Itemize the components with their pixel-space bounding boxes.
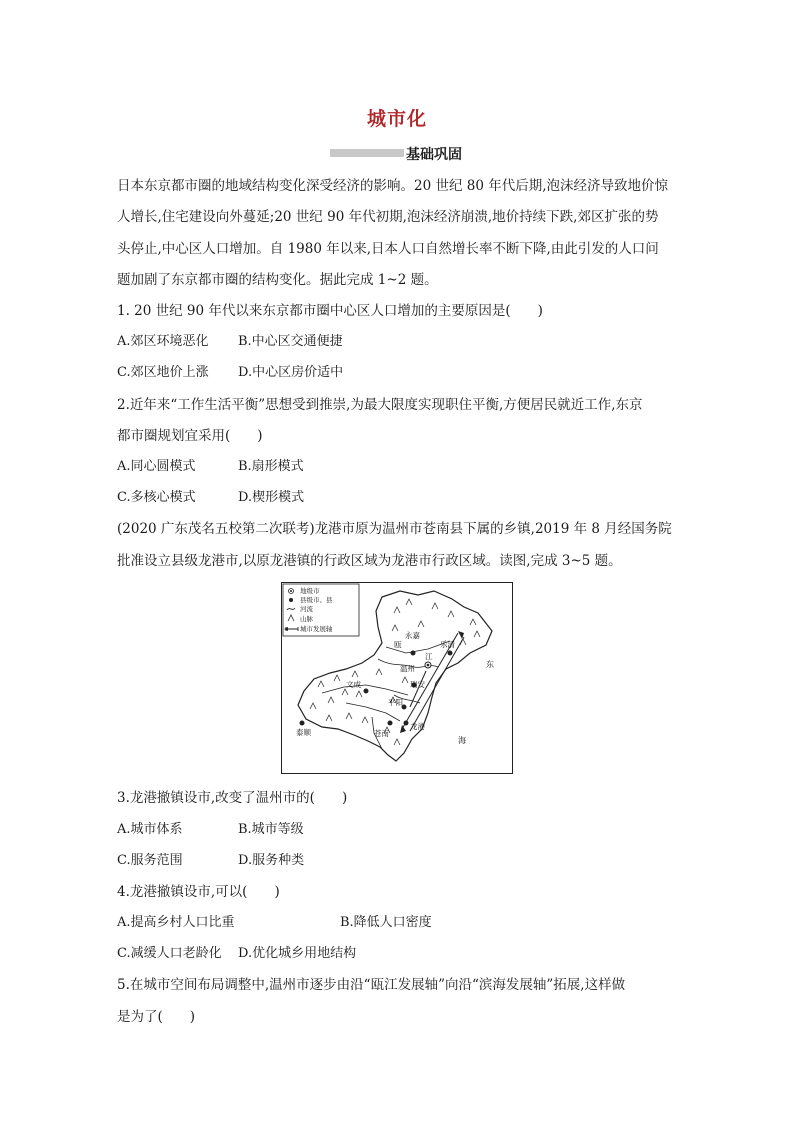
intro1-line-2: 人增长,住宅建设向外蔓延;20 世纪 90 年代初期,泡沫经济崩溃,地价持续下跌,郊区扩张的势 bbox=[117, 209, 659, 225]
q1-option-d: D.中心区房价适中 bbox=[238, 365, 344, 380]
q4-option-d: D.优化城乡用地结构 bbox=[238, 946, 357, 961]
q3-option-a: A.城市体系 bbox=[117, 822, 183, 837]
legend-label-river: 河流 bbox=[300, 605, 313, 613]
q5-stem-line-1: 5.在城市空间布局调整中,温州市逐步由沿“瓯江发展轴”向沿“滨海发展轴”拓展,这样做 bbox=[117, 977, 626, 993]
label-taishun: 泰顺 bbox=[296, 728, 311, 737]
q2-option-d: D.楔形模式 bbox=[238, 490, 305, 505]
wenzhou-map bbox=[281, 582, 513, 774]
legend-label-mountain: 山脉 bbox=[300, 615, 313, 623]
cangnan-marker-icon bbox=[388, 721, 393, 726]
axis-arrow-icon bbox=[400, 725, 406, 733]
label-leqing: 乐清 bbox=[440, 640, 455, 649]
legend-county-icon bbox=[289, 598, 293, 602]
map-svg bbox=[282, 583, 512, 773]
legend-label-prefecture: 地级市 bbox=[300, 587, 320, 595]
label-wenzhou: 温州 bbox=[400, 664, 415, 673]
label-hai: 海 bbox=[458, 736, 466, 745]
label-ou: 瓯 bbox=[394, 640, 402, 649]
q4-option-a: A.提高乡村人口比重 bbox=[117, 915, 235, 930]
leqing-marker-icon bbox=[448, 651, 453, 656]
taishun-marker-icon bbox=[300, 721, 305, 726]
intro1-line-4: 题加剧了东京都市圈的结构变化。据此完成 1~2 题。 bbox=[117, 272, 438, 288]
q1-option-b: B.中心区交通便捷 bbox=[238, 334, 343, 349]
section-bar bbox=[330, 149, 404, 157]
label-pingyang: 平阳 bbox=[388, 698, 403, 707]
q1-option-c: C.郊区地价上涨 bbox=[117, 365, 209, 380]
q5-stem-line-2: 是为了( ) bbox=[117, 1009, 196, 1025]
wenzhou-marker-dot-icon bbox=[427, 664, 430, 667]
label-dong: 东 bbox=[486, 660, 494, 669]
page-title: 城市化 bbox=[366, 108, 427, 130]
q4-option-b: B.降低人口密度 bbox=[340, 915, 432, 930]
q1-stem: 1. 20 世纪 90 年代以来东京都市圈中心区人口增加的主要原因是( ) bbox=[117, 303, 543, 319]
intro2-line-2: 批准设立县级龙港市,以原龙港镇的行政区域为龙港市行政区域。读图,完成 3~5 题。 bbox=[117, 553, 622, 569]
q3-option-d: D.服务种类 bbox=[238, 853, 305, 868]
section-title: 基础巩固 bbox=[406, 147, 462, 163]
q4-option-c: C.减缓人口老龄化 bbox=[117, 946, 222, 961]
q2-option-b: B.扇形模式 bbox=[238, 459, 304, 474]
q4-stem: 4.龙港撤镇设市,可以( ) bbox=[117, 884, 280, 900]
legend-label-axis: 城市发展轴 bbox=[300, 625, 333, 633]
intro1-line-3: 头停止,中心区人口增加。自 1980 年以来,日本人口自然增长率不断下降,由此引发的人口问 bbox=[117, 241, 659, 257]
q1-option-a: A.郊区环境恶化 bbox=[117, 334, 209, 349]
intro1-line-1: 日本东京都市圈的地域结构变化深受经济的影响。20 世纪 80 年代后期,泡沫经济导致地价惊 bbox=[117, 178, 669, 194]
q3-stem: 3.龙港撤镇设市,改变了温州市的( ) bbox=[117, 790, 348, 806]
q2-option-c: C.多核心模式 bbox=[117, 490, 196, 505]
label-jiang: 江 bbox=[425, 652, 433, 661]
q2-stem-line-1: 2.近年来“工作生活平衡”思想受到推崇,为最大限度实现职住平衡,方便居民就近工作,东京 bbox=[117, 397, 643, 413]
legend-prefecture-dot-icon bbox=[290, 590, 292, 592]
longgang-marker-icon bbox=[404, 721, 409, 726]
label-wencheng: 文成 bbox=[346, 680, 361, 689]
yongjia-marker-icon bbox=[411, 651, 416, 656]
label-ruian: 瑞安 bbox=[410, 680, 425, 689]
label-longgang: 龙港 bbox=[410, 722, 425, 731]
intro2-line-1: (2020 广东茂名五校第二次联考)龙港市原为温州市苍南县下属的乡镇,2019 年 8 月经国务院 bbox=[117, 521, 672, 537]
label-yongjia: 永嘉 bbox=[405, 631, 420, 640]
q3-option-c: C.服务范围 bbox=[117, 853, 183, 868]
q2-stem-line-2: 都市圈规划宜采用( ) bbox=[117, 428, 263, 444]
wencheng-marker-icon bbox=[364, 689, 369, 694]
legend-label-county: 县级市、县 bbox=[300, 596, 333, 604]
q2-option-a: A.同心圆模式 bbox=[117, 459, 196, 474]
q3-option-b: B.城市等级 bbox=[238, 822, 304, 837]
label-cangnan: 苍南 bbox=[374, 729, 389, 738]
